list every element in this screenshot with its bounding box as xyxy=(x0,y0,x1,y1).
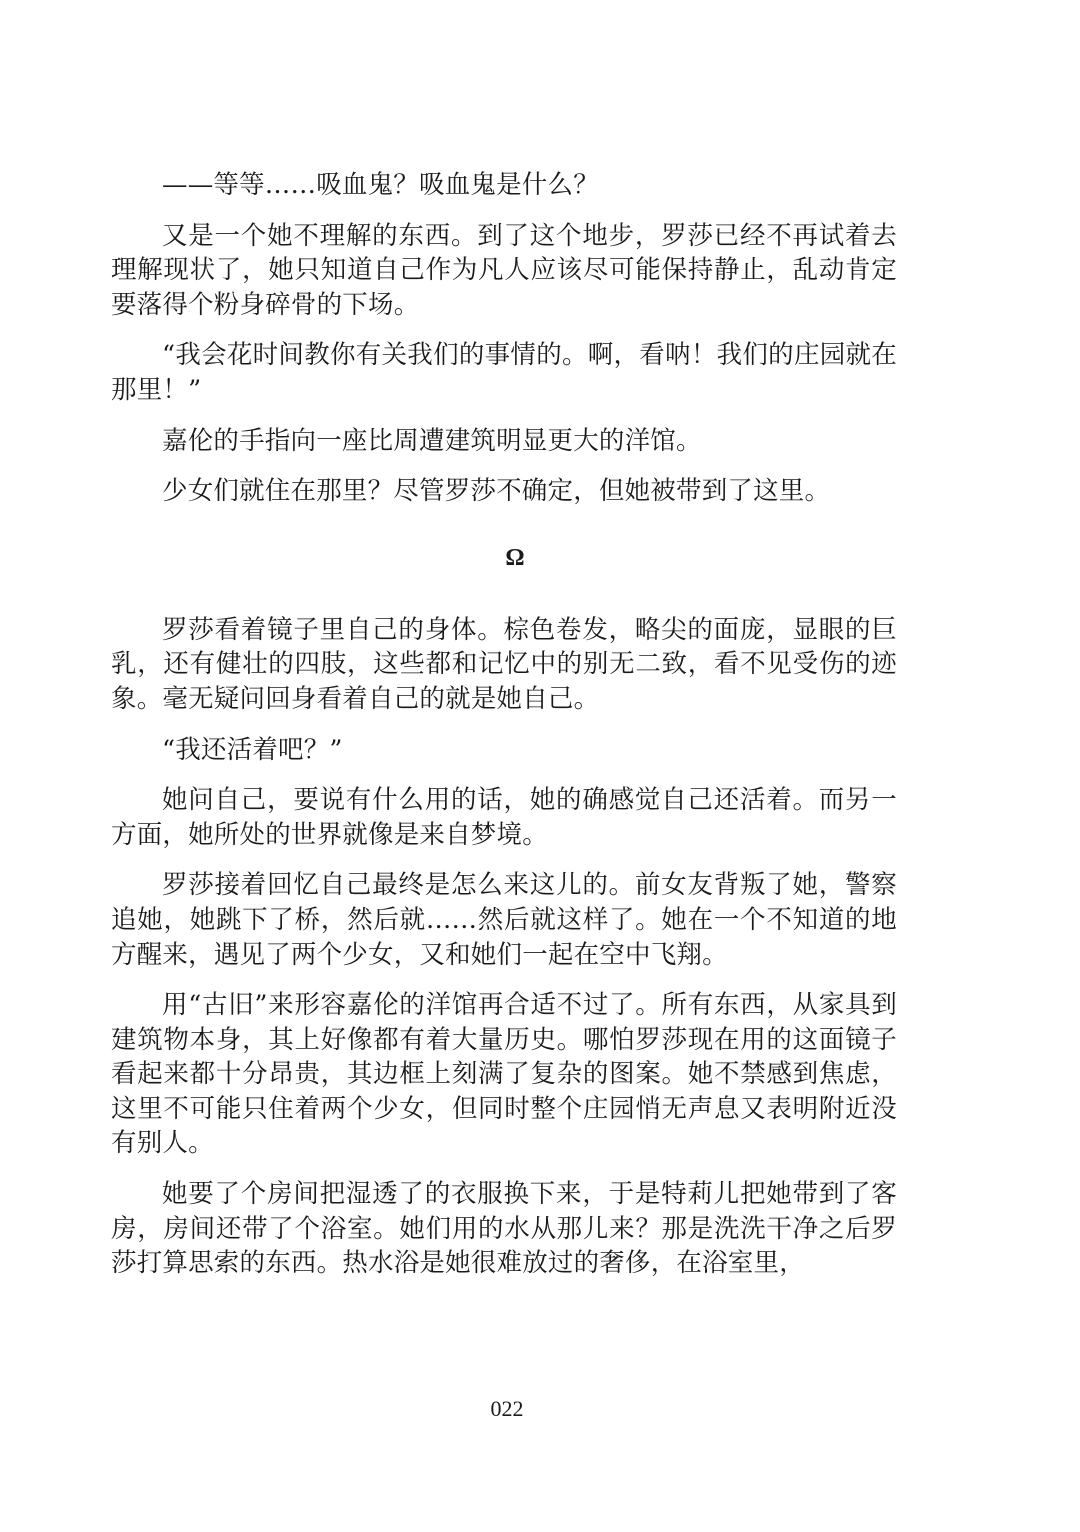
paragraph: “我会花时间教你有关我们的事情的。啊，看呐！我们的庄园就在那里！” xyxy=(111,340,897,405)
body-text xyxy=(111,168,897,1297)
section-separator: Ω xyxy=(505,544,525,571)
paragraph: ——等等……吸血鬼？吸血鬼是什么？ xyxy=(162,170,599,200)
paragraph: 她要了个房间把湿透了的衣服换下来，于是特莉儿把她带到了客房，房间还带了个浴室。她们用的水从那儿来？那是洗洗干净之后罗莎打算思索的东西。热水浴是她很难放过的奢侈，在浴室里， xyxy=(111,1179,897,1279)
paragraph: “我还活着吧？” xyxy=(162,734,343,765)
page-number: 022 xyxy=(490,1396,524,1421)
paragraph: 用“古旧”来形容嘉伦的洋馆再合适不过了。所有东西，从家具到建筑物本身，其上好像都有着大量历史。哪怕罗莎现在用的这面镜子看起来都十分昂贵，其边框上刻满了复杂的图案。她不禁感到焦虑，这里不可能只住着两个少女，但同时整个庄园悄无声息又表明附近没有别人。 xyxy=(111,990,897,1159)
paragraph: 罗莎看着镜子里自己的身体。棕色卷发，略尖的面庞，显眼的巨乳，还有健壮的四肢，这些都和记忆中的别无二致，看不见受伤的迹象。毫无疑问回身看着自己的就是她自己。 xyxy=(111,614,897,714)
paragraph: 她问自己，要说有什么用的话，她的确感觉自己还活着。而另一方面，她所处的世界就像是来自梦境。 xyxy=(111,785,897,850)
paragraph: 罗莎接着回忆自己最终是怎么来这儿的。前女友背叛了她，警察追她，她跳下了桥，然后就……然后就这样了。她在一个不知道的地方醒来，遇见了两个少女，又和她们一起在空中飞翔。 xyxy=(111,870,897,970)
paragraph: 又是一个她不理解的东西。到了这个地步，罗莎已经不再试着去理解现状了，她只知道自己作为凡人应该尽可能保持静止，乱动肯定要落得个粉身碎骨的下场。 xyxy=(111,220,897,320)
paragraph: 少女们就住在那里？尽管罗莎不确定，但她被带到了这里。 xyxy=(162,476,831,507)
paragraph: 嘉伦的手指向一座比周遭建筑明显更大的洋馆。 xyxy=(162,425,702,456)
